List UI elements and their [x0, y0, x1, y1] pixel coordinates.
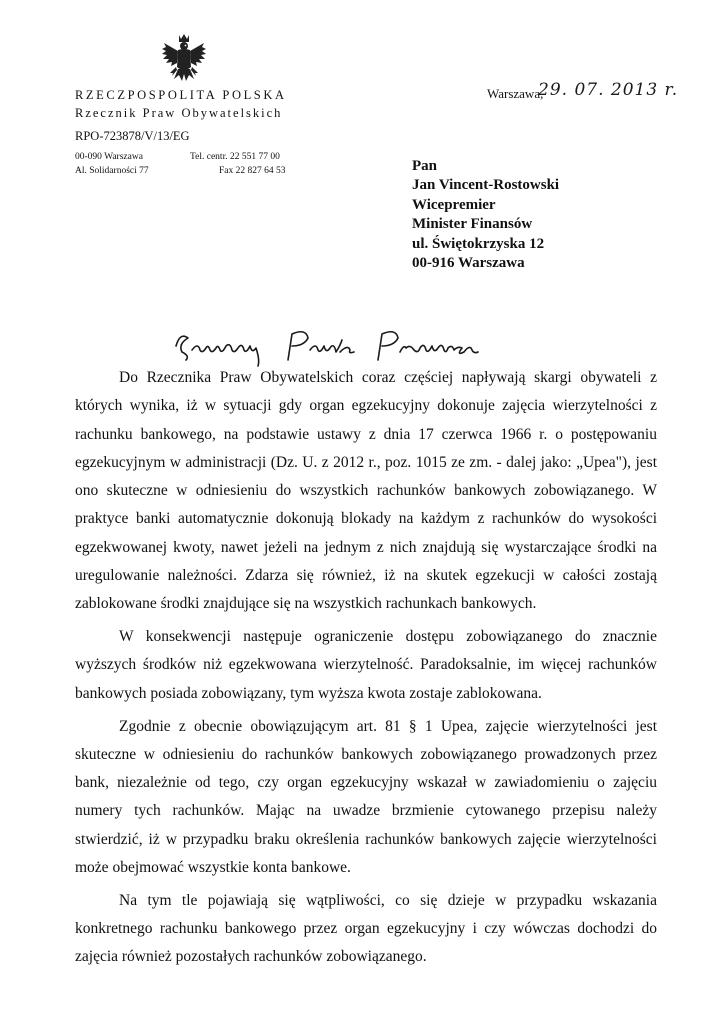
recipient-line: Wicepremier — [412, 196, 496, 213]
body-paragraph: W konsekwencji następuje ograniczenie dostępu zobowiązanego do znacznie wyższych środków niż egzekwowana wierzytelność. Paradoksalnie, im więcej rachunków bankowych posiada zobowiązany, tym wyższa kwota zostaje zablokowana. — [75, 628, 657, 702]
phone-number: Tel. centr. 22 551 77 00 — [190, 152, 280, 162]
body-paragraph: Zgodnie z obecnie obowiązującym art. 81 § 1 Upea, zajęcie wierzytelności jest skuteczne w odniesieniu do rachunków bankowych zobowiązanego prowadzonych przez bank, niezależnie od tego, czy organ egzekucyjny wskazał w zawiadomieniu o zajęciu numery tych rachunków. Mając na uwadze brzmienie cytowanego przepisu należy stwierdzić, iż w przypadku braku określenia rachunków bankowych zajęcie wierzytelności może obejmować wszystkie konta bankowe. — [75, 717, 657, 877]
address-street: Al. Solidarności 77 — [75, 166, 149, 176]
polish-eagle-emblem-icon — [160, 33, 208, 87]
reference-number: RPO-723878/V/13/EG — [75, 129, 190, 143]
recipient-line: 00-916 Warszawa — [412, 255, 525, 272]
recipient-line: Jan Vincent-Rostowski — [412, 177, 560, 194]
office-name: Rzecznik Praw Obywatelskich — [75, 106, 283, 120]
recipient-address — [412, 157, 559, 273]
recipient-line: ul. Świętokrzyska 12 — [412, 235, 545, 252]
body-paragraph: Na tym tle pojawiają się wątpliwości, co się dzieje w przypadku wskazania konkretnego rachunku bankowego przez organ egzekucyjny i czy wówczas dochodzi do zajęcia również pozostałych rachunków zobowiązanego. — [75, 891, 657, 966]
address-postal: 00-090 Warszawa — [75, 152, 143, 162]
body-paragraph: Do Rzecznika Praw Obywatelskich coraz częściej napływają skargi obywateli z których wynika, iż w sytuacji gdy organ egzekucyjny dokonuje zajęcia wierzytelności z rachunku bankowego, na podstawie ustawy z dnia 17 czerwca 1966 r. o postępowaniu egzekucyjnym w administracji (Dz. U. z 2012 r., poz. 1015 ze zm. - dalej jako: „Upea"), jest ono skuteczne w odniesieniu do wszystkich rachunków bankowych zobowiązanego. W praktyce banki automatycznie dokonują blokady na każdym z rachunków do wysokości egzekwowanej kwoty, nawet jeżeli na jednym z nich znajdują się wystarczające środki na uregulowanie należności. Zdarza się również, iż na skutek egzekucji w całości zostają zablokowane środki znajdujące się na wszystkich rachunkach bankowych. — [75, 369, 657, 613]
handwritten-date: 29. 07. 2013 r. — [538, 80, 679, 100]
recipient-line: Minister Finansów — [412, 216, 533, 233]
fax-number: Fax 22 827 64 53 — [219, 166, 286, 176]
institution-name: RZECZPOSPOLITA POLSKA — [75, 88, 287, 102]
recipient-line: Pan — [412, 158, 438, 174]
date-city: Warszawa, — [487, 86, 544, 101]
letter-body — [75, 364, 657, 976]
